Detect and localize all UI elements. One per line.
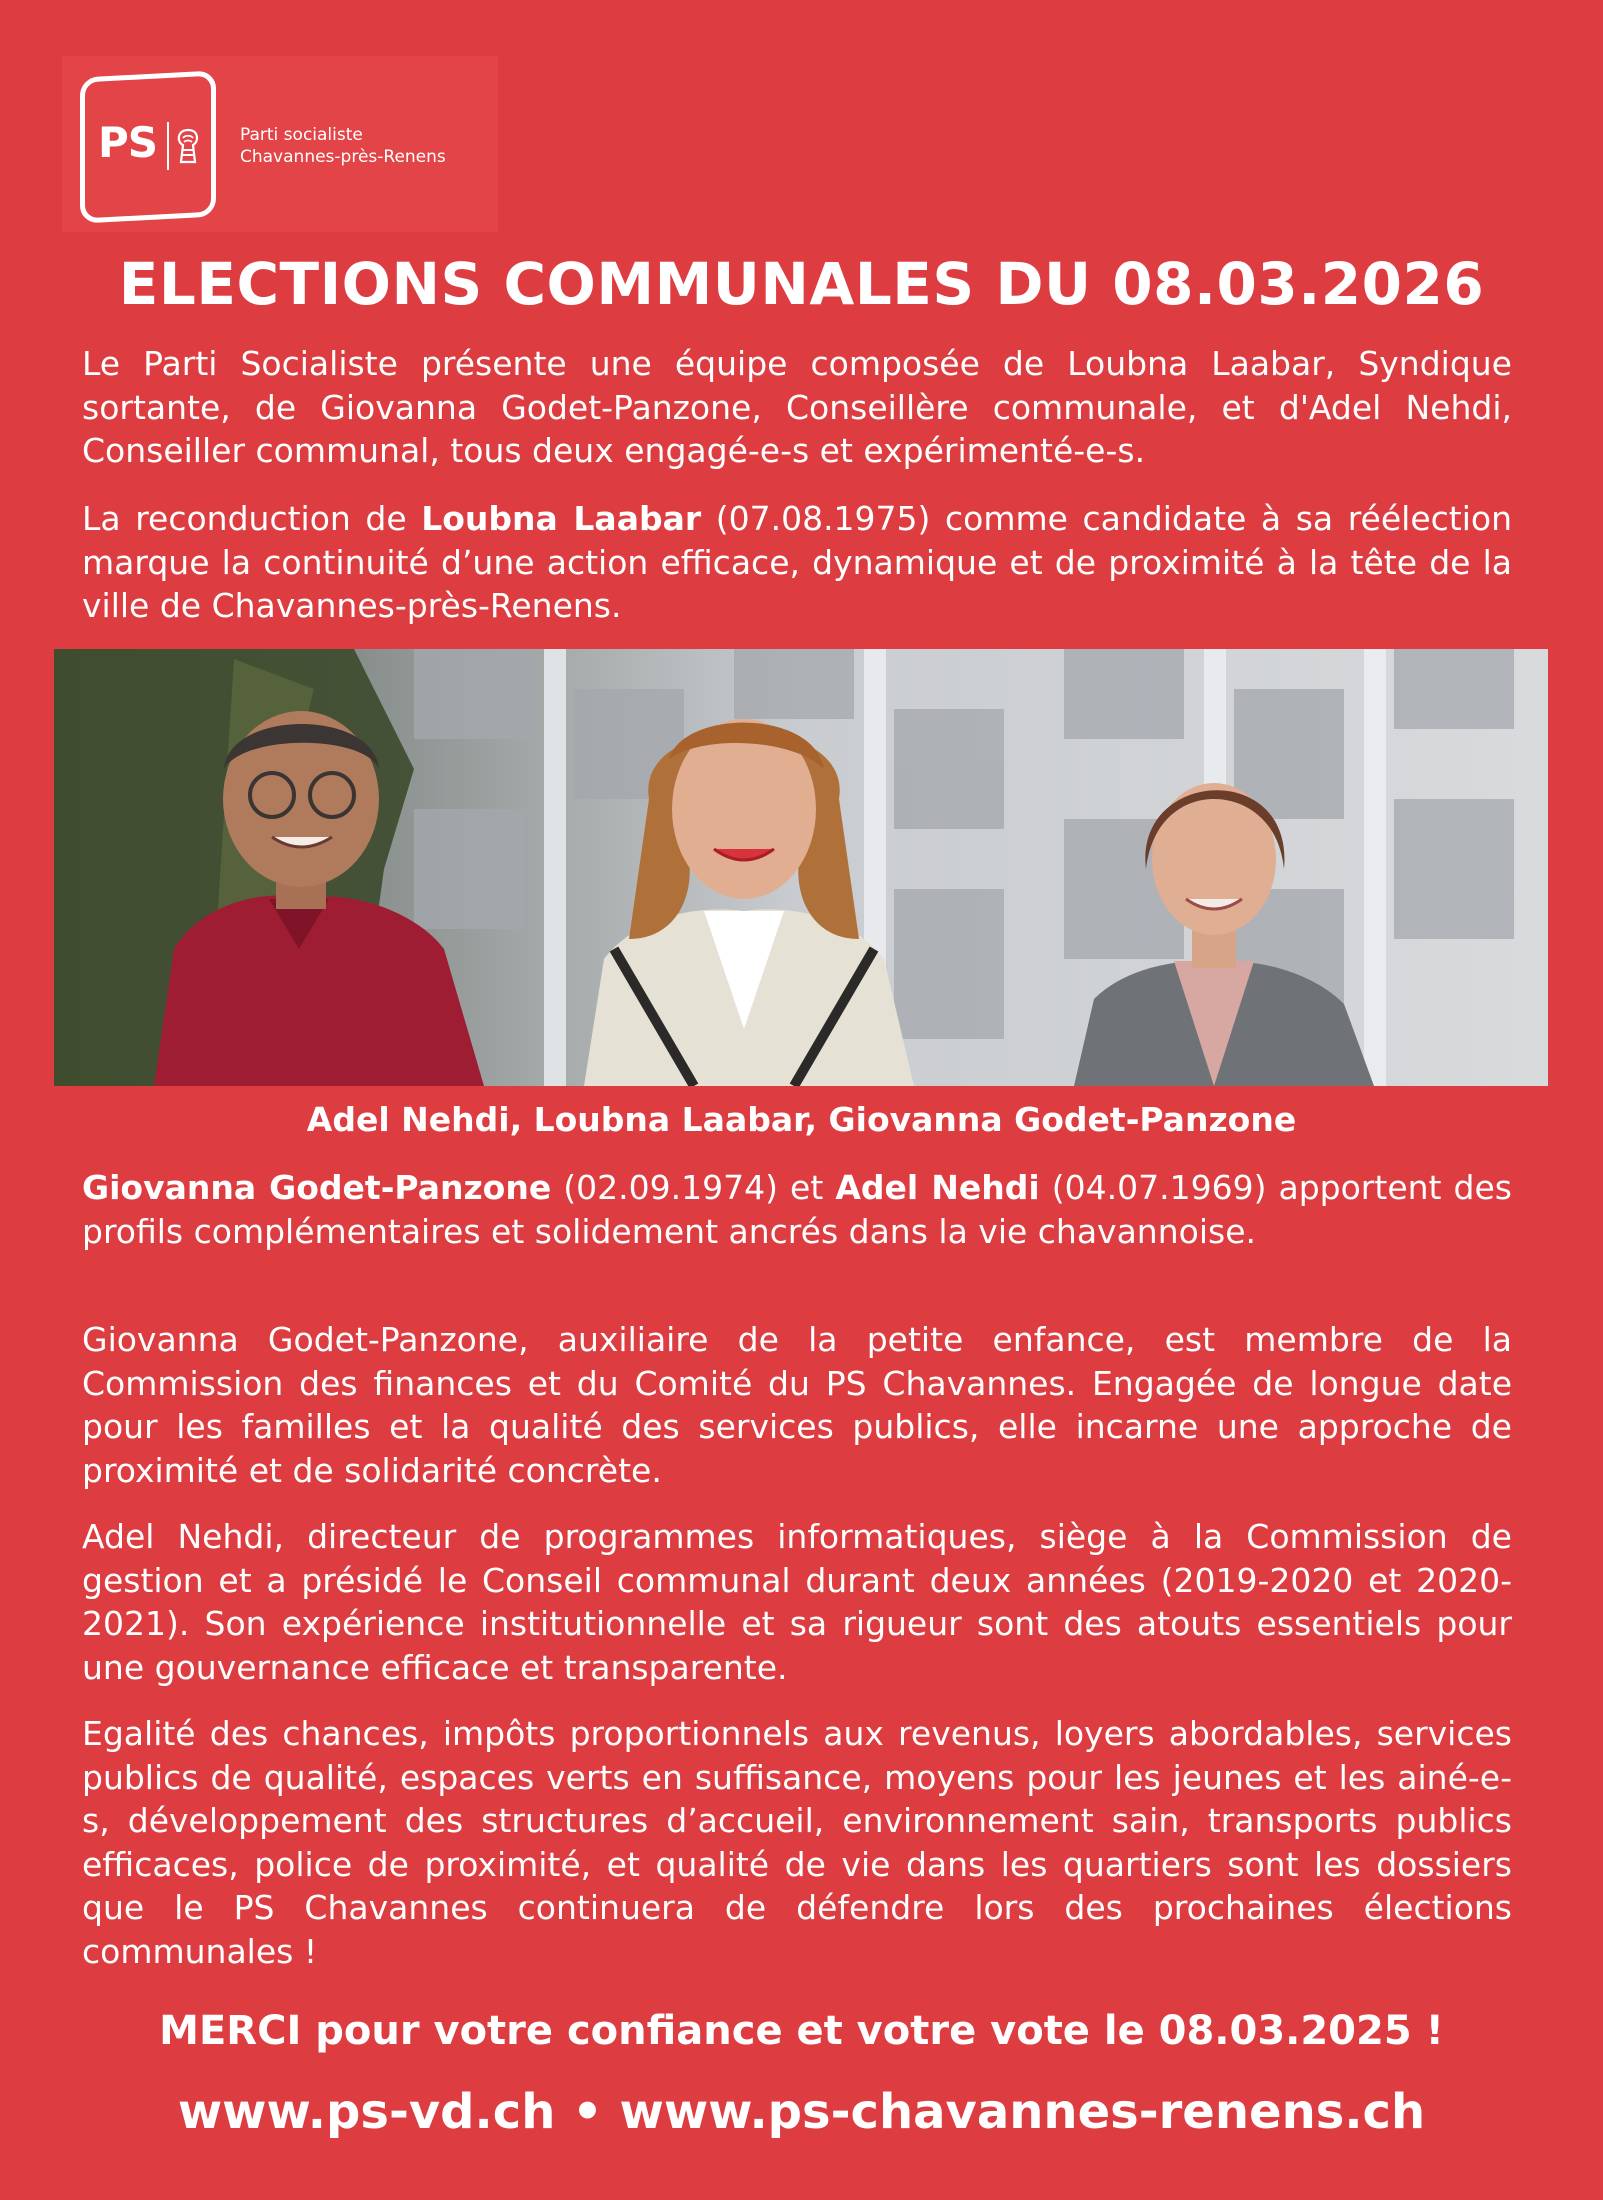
intro-paragraph: Le Parti Socialiste présente une équipe composée de Loubna Laabar, Syndique sortante, de Giovanna Godet-Panzone, Conseillère communale, et d'Adel Nehdi, Conseiller communal, tous deux engagé-e-s et expérimenté-e-s. [82,344,1512,470]
profile-text: (04.07.1969) apportent des profils complémentaires et solidement ancrés dans la vie chavannoise. [82,1168,1512,1251]
profile-name-giovanna: Giovanna Godet-Panzone [82,1168,552,1207]
laabar-text: (07.08.1975) comme candidate à sa réélection marque la continuité d’une action efficace, dynamique et de proximité à la tête de la ville de Chavannes-près-Renens. [82,499,1512,625]
candidates-photo-illustration [54,649,1548,1086]
profile-name-adel: Adel Nehdi [835,1168,1040,1207]
logo-line-section: Chavannes-près-Renens [240,147,446,167]
thanks-line: MERCI pour votre confiance et votre vote le 08.03.2025 ! [159,2008,1444,2054]
logo-line-party: Parti socialiste [240,125,363,145]
profiles-paragraph [82,1166,1512,1253]
laabar-name: Loubna Laabar [421,499,702,538]
ps-logo-mark: PS [98,118,158,167]
profile-date-giovanna: (02.09.1974) et [563,1168,824,1207]
laabar-prefix: La reconduction de [82,499,407,538]
candidates-photo [54,649,1548,1086]
program-paragraph: Egalité des chances, impôts proportionnels aux revenus, loyers abordables, services publics de qualité, espaces verts en suffisance, moyens pour les jeunes et les ainé-e-s, développement des structures d’accueil, environnement sain, transports publics efficaces, police de proximité, et qualité de vie dans les quartiers sont les dossiers que le PS Chavannes continuera de défendre lors des prochaines élections communales ! [82,1714,1512,1971]
page-title: ELECTIONS COMMUNALES DU 08.03.2026 [118,250,1485,318]
adel-paragraph: Adel Nehdi, directeur de programmes informatiques, siège à la Commission de gestion et a présidé le Conseil communal durant deux années (2019-2020 et 2020-2021). Son expérience institutionnelle et sa rigueur sont des atouts essentiels pour une gouvernance efficace et transparente. [82,1517,1512,1687]
logo-text [240,124,446,168]
rose-fist-icon [173,126,203,166]
logo-divider [167,122,169,170]
giovanna-paragraph: Giovanna Godet-Panzone, auxiliaire de la petite enfance, est membre de la Commission des finances et du Comité du PS Chavannes. Engagée de longue date pour les familles et la qualité des services publics, elle incarne une approche de proximité et de solidarité concrète. [82,1320,1512,1490]
photo-caption: Adel Nehdi, Loubna Laabar, Giovanna Godet-Panzone [306,1100,1297,1139]
laabar-paragraph [82,497,1512,628]
website-links[interactable]: www.ps-vd.ch • www.ps-chavannes-renens.ch [177,2084,1426,2140]
